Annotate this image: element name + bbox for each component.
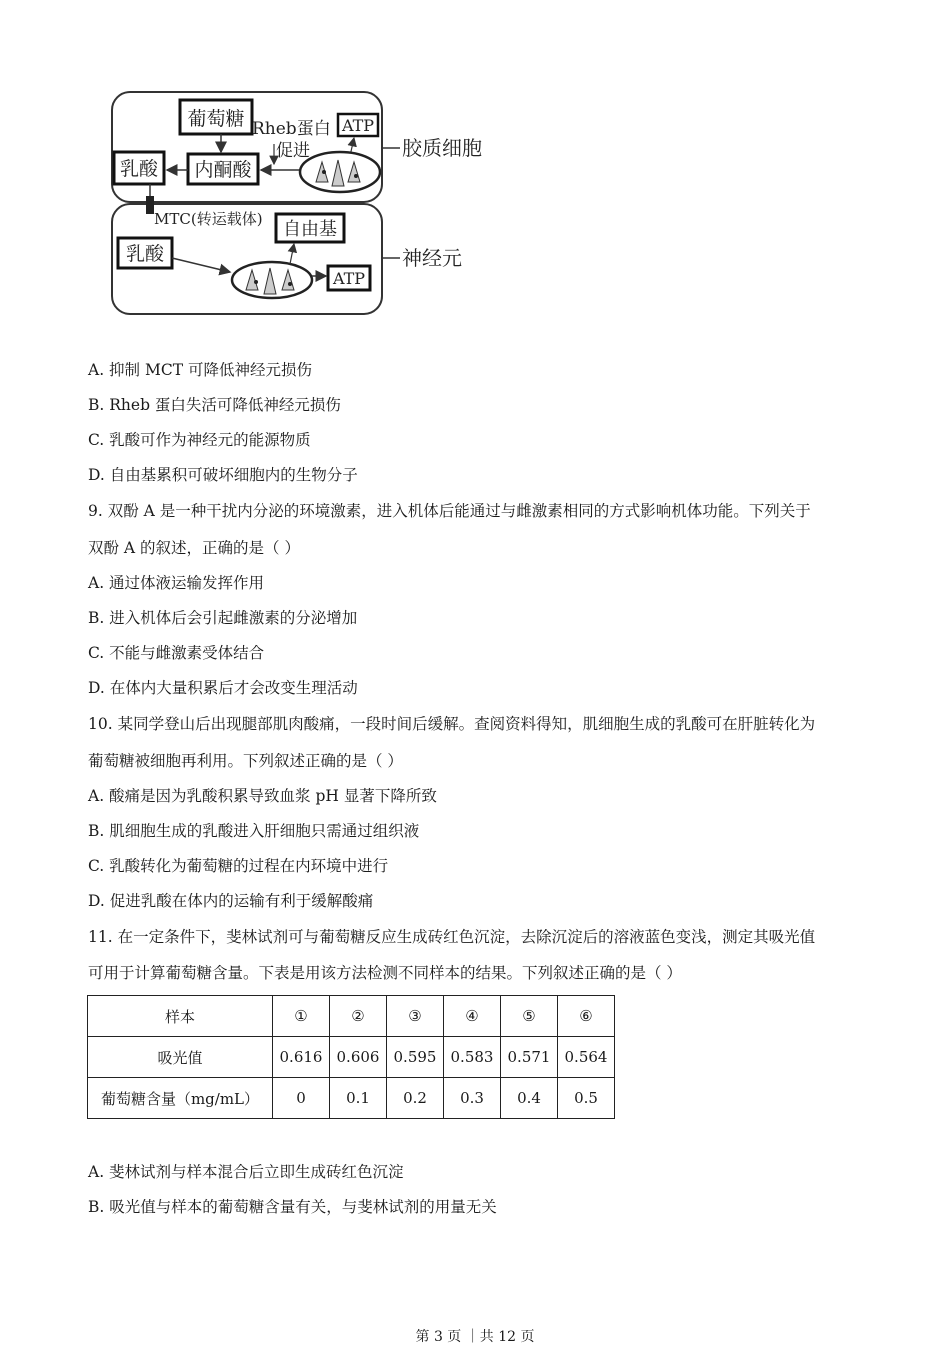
table-cell: 0.4: [501, 1078, 558, 1119]
table-cell: 0.564: [558, 1037, 615, 1078]
page-footer: 第 3 页 ｜共 12 页: [415, 1329, 535, 1345]
lactate-top-label: 乳酸: [119, 158, 159, 180]
table-cell: 0.595: [387, 1037, 444, 1078]
rheb-label: Rheb蛋白: [252, 119, 331, 139]
table-cell: ③: [387, 996, 444, 1037]
text-line: A. 酸痛是因为乳酸积累导致血浆 pH 显著下降所致: [88, 787, 437, 805]
text-line: B. 进入机体后会引起雌激素的分泌增加: [88, 609, 358, 627]
text-line: 11. 在一定条件下，斐林试剂可与葡萄糖反应生成砖红色沉淀，去除沉淀后的溶液蓝色变浅，测定其吸光值: [88, 928, 816, 946]
table-cell: 0: [273, 1078, 330, 1119]
text-line: C. 乳酸可作为神经元的能源物质: [88, 431, 311, 449]
arrow-mito-radical: [290, 244, 294, 264]
table-cell: 0.583: [444, 1037, 501, 1078]
table-cell: 0.5: [558, 1078, 615, 1119]
table-cell: 0.1: [330, 1078, 387, 1119]
text-line: D. 在体内大量积累后才会改变生理活动: [88, 679, 358, 697]
text-line: 可用于计算葡萄糖含量。下表是用该方法检测不同样本的结果。下列叙述正确的是（ ）: [88, 964, 682, 982]
pyruvate-label: 内酮酸: [194, 159, 252, 181]
mtc-label: MTC(转运载体): [154, 210, 263, 228]
table-cell: 葡萄糖含量（mg/mL）: [88, 1078, 273, 1119]
table-cell: ④: [444, 996, 501, 1037]
table-cell: 吸光值: [88, 1037, 273, 1078]
mtc-transporter: [146, 196, 154, 214]
text-line: A. 抑制 MCT 可降低神经元损伤: [88, 361, 312, 379]
atp-top-label: ATP: [341, 116, 375, 135]
text-line: B. Rheb 蛋白失活可降低神经元损伤: [88, 396, 341, 414]
neuron-label: 神经元: [402, 246, 462, 270]
absorbance-table: [87, 995, 615, 1119]
table-cell: 样本: [88, 996, 273, 1037]
free-radical-label: 自由基: [283, 219, 337, 240]
text-line: 10. 某同学登山后出现腿部肌肉酸痛，一段时间后缓解。查阅资料得知，肌细胞生成的乳酸可在肝脏转化为: [88, 715, 816, 733]
table-cell: 0.616: [273, 1037, 330, 1078]
table-cell: 0.571: [501, 1037, 558, 1078]
promote-label: 促进: [276, 141, 310, 161]
mitochondrion-top: [300, 152, 380, 192]
table-cell: 0.606: [330, 1037, 387, 1078]
text-line: C. 乳酸转化为葡萄糖的过程在内环境中进行: [88, 857, 389, 875]
glial-label: 胶质细胞: [402, 136, 482, 160]
text-line: B. 吸光值与样本的葡萄糖含量有关，与斐林试剂的用量无关: [88, 1198, 497, 1216]
glucose-label: 葡萄糖: [187, 108, 245, 130]
cell-diagram: [104, 86, 504, 322]
table-row: [88, 1078, 615, 1119]
text-line: 双酚 A 的叙述，正确的是（ ）: [88, 539, 300, 557]
text-line: D. 促进乳酸在体内的运输有利于缓解酸痛: [88, 892, 374, 910]
text-line: 9. 双酚 A 是一种干扰内分泌的环境激素，进入机体后能通过与雌激素相同的方式影响机体功能。下列关于: [88, 502, 811, 520]
text-line: A. 通过体液运输发挥作用: [88, 574, 265, 592]
text-line: B. 肌细胞生成的乳酸进入肝细胞只需通过组织液: [88, 822, 420, 840]
table-row: [88, 1037, 615, 1078]
text-line: C. 不能与雌激素受体结合: [88, 644, 265, 662]
text-line: D. 自由基累积可破坏细胞内的生物分子: [88, 466, 358, 484]
table-cell: ②: [330, 996, 387, 1037]
table-cell: ⑥: [558, 996, 615, 1037]
text-line: 葡萄糖被细胞再利用。下列叙述正确的是（ ）: [88, 752, 403, 770]
atp-bottom-label: ATP: [332, 269, 366, 288]
arrow-lactate-mito: [172, 258, 230, 272]
table-cell: 0.3: [444, 1078, 501, 1119]
table-row: [88, 996, 615, 1037]
table-cell: ①: [273, 996, 330, 1037]
table-cell: ⑤: [501, 996, 558, 1037]
table-cell: 0.2: [387, 1078, 444, 1119]
lactate-bottom-label: 乳酸: [125, 243, 165, 265]
mitochondrion-bottom: [232, 262, 312, 298]
text-line: A. 斐林试剂与样本混合后立即生成砖红色沉淀: [88, 1163, 404, 1181]
